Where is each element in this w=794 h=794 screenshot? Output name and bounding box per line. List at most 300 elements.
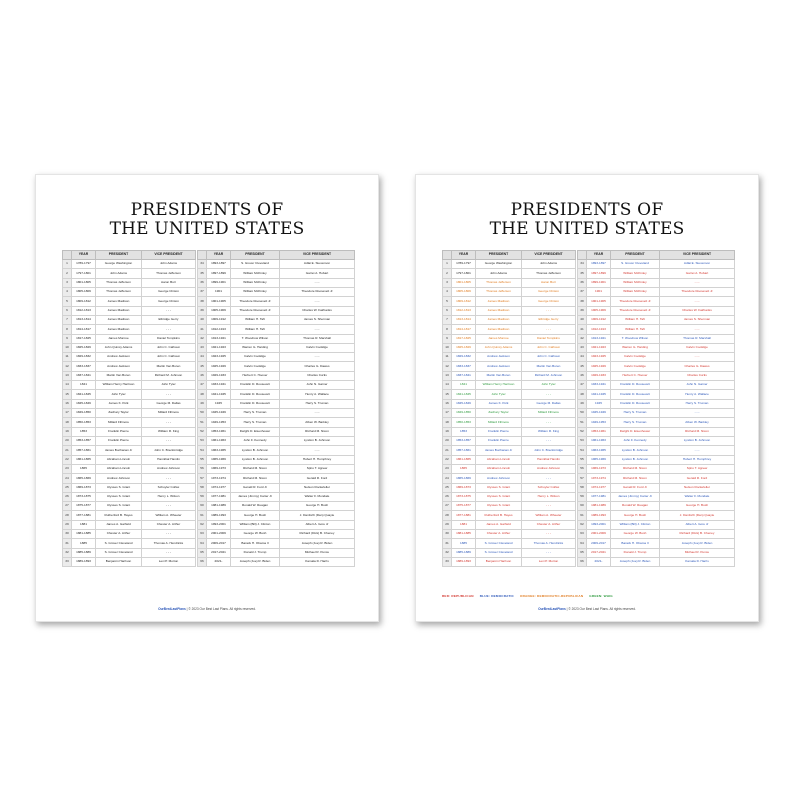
president-number: 28 bbox=[63, 511, 72, 520]
president-name: Thomas Jefferson bbox=[96, 278, 142, 287]
president-number: 49 bbox=[198, 399, 207, 408]
vice-president-name: Richard M. Johnson bbox=[142, 371, 196, 380]
col-president: PRESIDENT bbox=[96, 251, 142, 260]
table-row bbox=[443, 260, 735, 269]
term-years: 2017-2021 bbox=[207, 548, 231, 557]
president-name: James Madison bbox=[96, 325, 142, 334]
vice-president-name: George Clinton bbox=[142, 287, 196, 296]
footer-text: | © 2023 Our Best Last Plans. All rights reserved. bbox=[185, 607, 256, 611]
legend-item: ORANGE: DEMOCRATIC-REPUBLICAN bbox=[519, 594, 584, 598]
president-name: Franklin Pierce bbox=[476, 427, 522, 436]
vice-president-name: Lyndon B. Johnson bbox=[280, 436, 355, 445]
vice-president-name: William A. Wheeler bbox=[142, 511, 196, 520]
table-row bbox=[443, 325, 735, 334]
term-years: 1945 bbox=[207, 399, 231, 408]
vice-president-name: Garret A. Hobart bbox=[280, 269, 355, 278]
president-number: 50 bbox=[578, 409, 587, 418]
president-number: 33 bbox=[63, 558, 72, 567]
col-year: YEAR bbox=[72, 251, 96, 260]
president-number: 10 bbox=[63, 343, 72, 352]
table-row bbox=[443, 362, 735, 371]
vice-president-name: George H. Bush bbox=[280, 502, 355, 511]
vice-president-name: - - - bbox=[280, 446, 355, 455]
term-years: 1909-1912 bbox=[587, 315, 611, 324]
vice-president-name: Millard Fillmore bbox=[142, 409, 196, 418]
vice-president-name: John N. Garner bbox=[660, 381, 735, 390]
president-number: 13 bbox=[63, 371, 72, 380]
president-number: 29 bbox=[443, 520, 452, 529]
vice-president-name: George Clinton bbox=[522, 287, 576, 296]
president-number: 21 bbox=[443, 446, 452, 455]
president-number: 7 bbox=[63, 315, 72, 324]
vice-president-name: Schuyler Colfax bbox=[522, 483, 576, 492]
term-years: 1853-1857 bbox=[452, 436, 476, 445]
vice-president-name: Spiro T. Agnew bbox=[660, 464, 735, 473]
president-name: Franklin D. Roosevelt bbox=[231, 381, 280, 390]
president-name: Abraham Lincoln bbox=[96, 464, 142, 473]
president-name: William H. Taft bbox=[611, 325, 660, 334]
vice-president-name: Thomas R. Marshall bbox=[660, 334, 735, 343]
president-name: Andrew Johnson bbox=[476, 474, 522, 483]
vice-president-name: John Adams bbox=[142, 260, 196, 269]
president-name: S. Grover Cleveland bbox=[611, 260, 660, 269]
president-name: Millard Fillmore bbox=[96, 418, 142, 427]
title-line-2: THE UNITED STATES bbox=[109, 219, 305, 239]
table-row bbox=[63, 353, 355, 362]
vice-president-name: - - - bbox=[660, 409, 735, 418]
president-name: Andrew Johnson bbox=[96, 474, 142, 483]
president-name: John Adams bbox=[96, 269, 142, 278]
president-name: John Tyler bbox=[476, 390, 522, 399]
president-number: 48 bbox=[198, 390, 207, 399]
term-years: 1941-1945 bbox=[207, 390, 231, 399]
president-name: Abraham Lincoln bbox=[476, 455, 522, 464]
president-name: Calvin Coolidge bbox=[611, 362, 660, 371]
president-number: 5 bbox=[63, 297, 72, 306]
president-number: 6 bbox=[443, 306, 452, 315]
vice-president-name: - - - bbox=[522, 530, 576, 539]
president-number: 65 bbox=[198, 548, 207, 557]
term-years: 1881 bbox=[452, 520, 476, 529]
president-name: Donald J. Trump bbox=[231, 548, 280, 557]
table-row bbox=[63, 446, 355, 455]
term-years: 1881 bbox=[72, 520, 96, 529]
legend-item: GREEN: WHIG bbox=[589, 594, 613, 598]
term-years: 1865 bbox=[452, 464, 476, 473]
president-name: Andrew Jackson bbox=[96, 362, 142, 371]
vice-president-name: William R. King bbox=[522, 427, 576, 436]
term-years: 1873-1875 bbox=[452, 492, 476, 501]
table-row bbox=[443, 427, 735, 436]
vice-president-name: Schuyler Colfax bbox=[142, 483, 196, 492]
president-name: Andrew Jackson bbox=[476, 353, 522, 362]
table-header-row bbox=[443, 251, 735, 260]
term-years: 1853-1857 bbox=[72, 436, 96, 445]
president-number: 40 bbox=[198, 315, 207, 324]
president-number: 6 bbox=[63, 306, 72, 315]
president-number: 60 bbox=[198, 502, 207, 511]
term-years: 1913-1921 bbox=[207, 334, 231, 343]
president-name: James A. Garfield bbox=[476, 520, 522, 529]
president-name: John Adams bbox=[476, 269, 522, 278]
vice-president-name: - - - bbox=[660, 297, 735, 306]
term-years: 1963-1965 bbox=[587, 446, 611, 455]
term-years: 1817-1825 bbox=[72, 334, 96, 343]
president-name: T. Woodrow Wilson bbox=[231, 334, 280, 343]
vice-president-name: Thomas A. Hendricks bbox=[522, 539, 576, 548]
president-number: 8 bbox=[63, 325, 72, 334]
president-name: James A. Garfield bbox=[96, 520, 142, 529]
president-number: 26 bbox=[63, 492, 72, 501]
term-years: 1837-1841 bbox=[452, 371, 476, 380]
president-name: James Madison bbox=[96, 297, 142, 306]
vice-president-name: Aaron Burr bbox=[522, 278, 576, 287]
president-number: 21 bbox=[63, 446, 72, 455]
president-name: Zachary Taylor bbox=[476, 409, 522, 418]
vice-president-name: Richard M. Nixon bbox=[660, 427, 735, 436]
vice-president-name: Richard M. Nixon bbox=[280, 427, 355, 436]
president-name: Lyndon B. Johnson bbox=[231, 446, 280, 455]
president-number: 32 bbox=[443, 548, 452, 557]
president-name: Gerald R. Ford Jr bbox=[611, 483, 660, 492]
president-number: 49 bbox=[578, 399, 587, 408]
table-row bbox=[63, 520, 355, 529]
legend-item: BLUE: DEMOCRATIC bbox=[479, 594, 514, 598]
table-row bbox=[443, 520, 735, 529]
term-years: 1901-1905 bbox=[587, 297, 611, 306]
table-row bbox=[443, 539, 735, 548]
vice-president-name: Richard (Dick) B. Cheney bbox=[660, 530, 735, 539]
term-years: 1833-1837 bbox=[72, 362, 96, 371]
president-number: 3 bbox=[443, 278, 452, 287]
vice-president-name: - - - bbox=[522, 502, 576, 511]
vice-president-name: Harry S. Truman bbox=[280, 399, 355, 408]
president-name: S. Grover Cleveland bbox=[96, 548, 142, 557]
president-name: James Monroe bbox=[96, 334, 142, 343]
vice-president-name: Hannibal Hamlin bbox=[522, 455, 576, 464]
president-name: Abraham Lincoln bbox=[96, 455, 142, 464]
term-years: 1897-1899 bbox=[207, 269, 231, 278]
vice-president-name: Henry L. Wilson bbox=[142, 492, 196, 501]
table-row bbox=[63, 269, 355, 278]
term-years: 1809-1812 bbox=[72, 297, 96, 306]
table-row bbox=[443, 558, 735, 567]
president-number: 13 bbox=[443, 371, 452, 380]
term-years: 1849-1850 bbox=[72, 409, 96, 418]
president-number: 28 bbox=[443, 511, 452, 520]
term-years: 1949-1953 bbox=[207, 418, 231, 427]
term-years: 1905-1909 bbox=[587, 306, 611, 315]
term-years: 1963-1965 bbox=[207, 446, 231, 455]
term-years: 1945 bbox=[587, 399, 611, 408]
term-years: 1981-1989 bbox=[587, 502, 611, 511]
president-number: 34 bbox=[198, 260, 207, 269]
president-number: 20 bbox=[63, 436, 72, 445]
president-name: Herbert C. Hoover bbox=[611, 371, 660, 380]
president-name: John Quincy Adams bbox=[476, 343, 522, 352]
table-header-row bbox=[63, 251, 355, 260]
vice-president-name: Kamala D. Harris bbox=[660, 558, 735, 567]
president-number: 61 bbox=[198, 511, 207, 520]
vice-president-name: J. Danforth (Dan) Quayle bbox=[280, 511, 355, 520]
president-number: 64 bbox=[578, 539, 587, 548]
vice-president-name: - - - bbox=[142, 325, 196, 334]
table-row bbox=[63, 381, 355, 390]
president-name: Barack H. Obama II bbox=[231, 539, 280, 548]
term-years: 1833-1837 bbox=[452, 362, 476, 371]
president-name: Theodore Roosevelt Jr bbox=[231, 306, 280, 315]
president-name: George Washington bbox=[96, 260, 142, 269]
president-number: 33 bbox=[443, 558, 452, 567]
term-years: 1809-1812 bbox=[452, 297, 476, 306]
president-name: Richard M. Nixon bbox=[231, 474, 280, 483]
president-number: 35 bbox=[578, 269, 587, 278]
col-president: PRESIDENT bbox=[476, 251, 522, 260]
presidents-table bbox=[62, 250, 355, 567]
president-name: William Henry Harrison bbox=[476, 381, 522, 390]
president-name: William McKinley bbox=[231, 269, 280, 278]
table-row bbox=[443, 548, 735, 557]
president-number: 48 bbox=[578, 390, 587, 399]
table-row bbox=[443, 483, 735, 492]
president-number: 54 bbox=[578, 446, 587, 455]
table-row bbox=[63, 483, 355, 492]
vice-president-name: Daniel Tompkins bbox=[142, 334, 196, 343]
term-years: 1973-1974 bbox=[207, 474, 231, 483]
term-years: 1961-1963 bbox=[207, 436, 231, 445]
president-number: 58 bbox=[198, 483, 207, 492]
term-years: 1869-1873 bbox=[72, 483, 96, 492]
president-number: 34 bbox=[578, 260, 587, 269]
term-years: 1889-1893 bbox=[72, 558, 96, 567]
printable-sheet-plain bbox=[35, 174, 379, 622]
term-years: 1885-1889 bbox=[452, 548, 476, 557]
vice-president-name: - - - bbox=[280, 353, 355, 362]
term-years: 1861-1865 bbox=[72, 455, 96, 464]
term-years: 1853 bbox=[452, 427, 476, 436]
term-years: 1901 bbox=[207, 287, 231, 296]
term-years: 1877-1881 bbox=[452, 511, 476, 520]
vice-president-name: Elbridge Gerry bbox=[522, 315, 576, 324]
president-name: James Madison bbox=[96, 315, 142, 324]
col-number bbox=[443, 251, 452, 260]
term-years: 2009-2017 bbox=[207, 539, 231, 548]
president-number: 16 bbox=[63, 399, 72, 408]
president-name: Andrew Jackson bbox=[96, 353, 142, 362]
vice-president-name: Alben W. Barkley bbox=[280, 418, 355, 427]
term-years: 1801-1805 bbox=[72, 278, 96, 287]
president-number: 10 bbox=[443, 343, 452, 352]
vice-president-name: Thomas R. Marshall bbox=[280, 334, 355, 343]
footer-brand: OurBestLastPlans bbox=[158, 607, 186, 611]
vice-president-name: George M. Dallas bbox=[522, 399, 576, 408]
table-row bbox=[443, 409, 735, 418]
president-number: 45 bbox=[198, 362, 207, 371]
president-name: Joseph (Joe) R. Biden bbox=[611, 558, 660, 567]
president-number: 53 bbox=[578, 436, 587, 445]
term-years: 1885 bbox=[72, 539, 96, 548]
legend-item: RED: REPUBLICAN bbox=[442, 594, 474, 598]
table-row bbox=[443, 530, 735, 539]
vice-president-name: - - - bbox=[280, 409, 355, 418]
table-row bbox=[63, 371, 355, 380]
president-number: 15 bbox=[63, 390, 72, 399]
president-number: 66 bbox=[198, 558, 207, 567]
table-row bbox=[443, 381, 735, 390]
vice-president-name: George Clinton bbox=[142, 297, 196, 306]
president-name: Thomas Jefferson bbox=[476, 287, 522, 296]
vice-president-name: - - - bbox=[522, 325, 576, 334]
vice-president-name: - - - bbox=[280, 278, 355, 287]
term-years: 1945-1949 bbox=[207, 409, 231, 418]
term-years: 1845-1849 bbox=[72, 399, 96, 408]
president-number: 51 bbox=[198, 418, 207, 427]
term-years: 1829-1832 bbox=[452, 353, 476, 362]
table-row bbox=[443, 297, 735, 306]
president-number: 1 bbox=[443, 260, 452, 269]
vice-president-name: Calvin Coolidge bbox=[280, 343, 355, 352]
president-name: Franklin Pierce bbox=[476, 436, 522, 445]
president-number: 45 bbox=[578, 362, 587, 371]
president-name: Calvin Coolidge bbox=[611, 353, 660, 362]
vice-president-name: Theodore Roosevelt Jr bbox=[280, 287, 355, 296]
vice-president-name: Joseph (Joe) R. Biden bbox=[280, 539, 355, 548]
table-row bbox=[63, 278, 355, 287]
printable-sheet-color bbox=[415, 174, 759, 622]
vice-president-name: Chester A. Arthur bbox=[522, 520, 576, 529]
vice-president-name: Richard (Dick) B. Cheney bbox=[280, 530, 355, 539]
term-years: 1865-1869 bbox=[72, 474, 96, 483]
vice-president-name: - - - bbox=[142, 436, 196, 445]
president-number: 56 bbox=[578, 464, 587, 473]
president-name: Martin Van Buren bbox=[96, 371, 142, 380]
president-number: 19 bbox=[63, 427, 72, 436]
president-name: Martin Van Buren bbox=[476, 371, 522, 380]
vice-president-name: Gerald R. Ford bbox=[660, 474, 735, 483]
table-row bbox=[63, 306, 355, 315]
table-row bbox=[443, 315, 735, 324]
vice-president-name: Joseph (Joe) R. Biden bbox=[660, 539, 735, 548]
president-number: 19 bbox=[443, 427, 452, 436]
vice-president-name: Charles G. Dawes bbox=[280, 362, 355, 371]
vice-president-name: - - - bbox=[280, 325, 355, 334]
term-years: 1921-1923 bbox=[207, 343, 231, 352]
president-number: 40 bbox=[578, 315, 587, 324]
president-number: 17 bbox=[63, 409, 72, 418]
president-name: William (Bill) J. Clinton bbox=[611, 520, 660, 529]
term-years: 1850-1853 bbox=[452, 418, 476, 427]
president-number: 30 bbox=[63, 530, 72, 539]
president-number: 36 bbox=[198, 278, 207, 287]
president-number: 18 bbox=[443, 418, 452, 427]
president-number: 63 bbox=[578, 530, 587, 539]
term-years: 1853 bbox=[72, 427, 96, 436]
term-years: 1829-1832 bbox=[72, 353, 96, 362]
president-name: James Madison bbox=[476, 306, 522, 315]
president-number: 47 bbox=[578, 381, 587, 390]
president-name: Ronald W. Reagan bbox=[611, 502, 660, 511]
term-years: 1812-1813 bbox=[72, 306, 96, 315]
term-years: 1945-1949 bbox=[587, 409, 611, 418]
president-name: Theodore Roosevelt Jr bbox=[231, 297, 280, 306]
president-number: 52 bbox=[578, 427, 587, 436]
term-years: 1814-1817 bbox=[452, 325, 476, 334]
term-years: 1933-1941 bbox=[587, 381, 611, 390]
copyright-footer bbox=[416, 607, 758, 611]
vice-president-name: Adlai E. Stevenson bbox=[660, 260, 735, 269]
col-president: PRESIDENT bbox=[231, 251, 280, 260]
president-number: 11 bbox=[63, 353, 72, 362]
vice-president-name: Charles W. Fairbanks bbox=[660, 306, 735, 315]
term-years: 1850-1853 bbox=[72, 418, 96, 427]
vice-president-name: Chester A. Arthur bbox=[142, 520, 196, 529]
president-name: James K. Polk bbox=[476, 399, 522, 408]
president-number: 57 bbox=[198, 474, 207, 483]
president-name: George W. Bush bbox=[611, 530, 660, 539]
term-years: 1965-1969 bbox=[587, 455, 611, 464]
col-vice-president: VICE PRESIDENT bbox=[660, 251, 735, 260]
president-number: 14 bbox=[443, 381, 452, 390]
vice-president-name: Thomas Jefferson bbox=[142, 269, 196, 278]
term-years: 1893-1897 bbox=[587, 260, 611, 269]
vice-president-name: Martin Van Buren bbox=[522, 362, 576, 371]
president-name: Ulysses S. Grant bbox=[476, 492, 522, 501]
president-name: Theodore Roosevelt Jr bbox=[611, 306, 660, 315]
vice-president-name: - - - bbox=[142, 306, 196, 315]
table-row bbox=[63, 343, 355, 352]
president-number: 37 bbox=[198, 287, 207, 296]
president-name: Franklin Pierce bbox=[96, 436, 142, 445]
table-row bbox=[443, 334, 735, 343]
president-name: James (Jimmy) Carter Jr bbox=[611, 492, 660, 501]
table-row bbox=[443, 343, 735, 352]
president-number: 9 bbox=[443, 334, 452, 343]
term-years: 1797-1801 bbox=[452, 269, 476, 278]
president-number: 57 bbox=[578, 474, 587, 483]
president-number: 14 bbox=[63, 381, 72, 390]
vice-president-name: Walter F. Mondale bbox=[280, 492, 355, 501]
vice-president-name: Levi P. Morton bbox=[142, 558, 196, 567]
president-number: 36 bbox=[578, 278, 587, 287]
presidents-table bbox=[442, 250, 735, 567]
president-name: Chester A. Arthur bbox=[476, 530, 522, 539]
title-line-1: PRESIDENTS OF bbox=[130, 200, 284, 220]
copyright-footer bbox=[36, 607, 378, 611]
vice-president-name: Kamala D. Harris bbox=[280, 558, 355, 567]
president-name: James Madison bbox=[476, 297, 522, 306]
president-name: Franklin Pierce bbox=[96, 427, 142, 436]
president-number: 58 bbox=[578, 483, 587, 492]
term-years: 1885-1889 bbox=[72, 548, 96, 557]
president-name: Ulysses S. Grant bbox=[96, 502, 142, 511]
president-name: George H. Bush bbox=[611, 511, 660, 520]
president-name: William McKinley bbox=[611, 269, 660, 278]
president-number: 2 bbox=[63, 269, 72, 278]
term-years: 1814-1817 bbox=[72, 325, 96, 334]
vice-president-name: Spiro T. Agnew bbox=[280, 464, 355, 473]
table-row bbox=[63, 260, 355, 269]
vice-president-name: John C. Calhoun bbox=[522, 343, 576, 352]
term-years: 1953-1961 bbox=[207, 427, 231, 436]
vice-president-name: George Clinton bbox=[522, 297, 576, 306]
col-vice-president: VICE PRESIDENT bbox=[142, 251, 196, 260]
president-name: Donald J. Trump bbox=[611, 548, 660, 557]
table-row bbox=[63, 492, 355, 501]
president-name: S. Grover Cleveland bbox=[476, 548, 522, 557]
term-years: 1969-1973 bbox=[207, 464, 231, 473]
president-name: James Madison bbox=[476, 315, 522, 324]
term-years: 1912-1913 bbox=[207, 325, 231, 334]
